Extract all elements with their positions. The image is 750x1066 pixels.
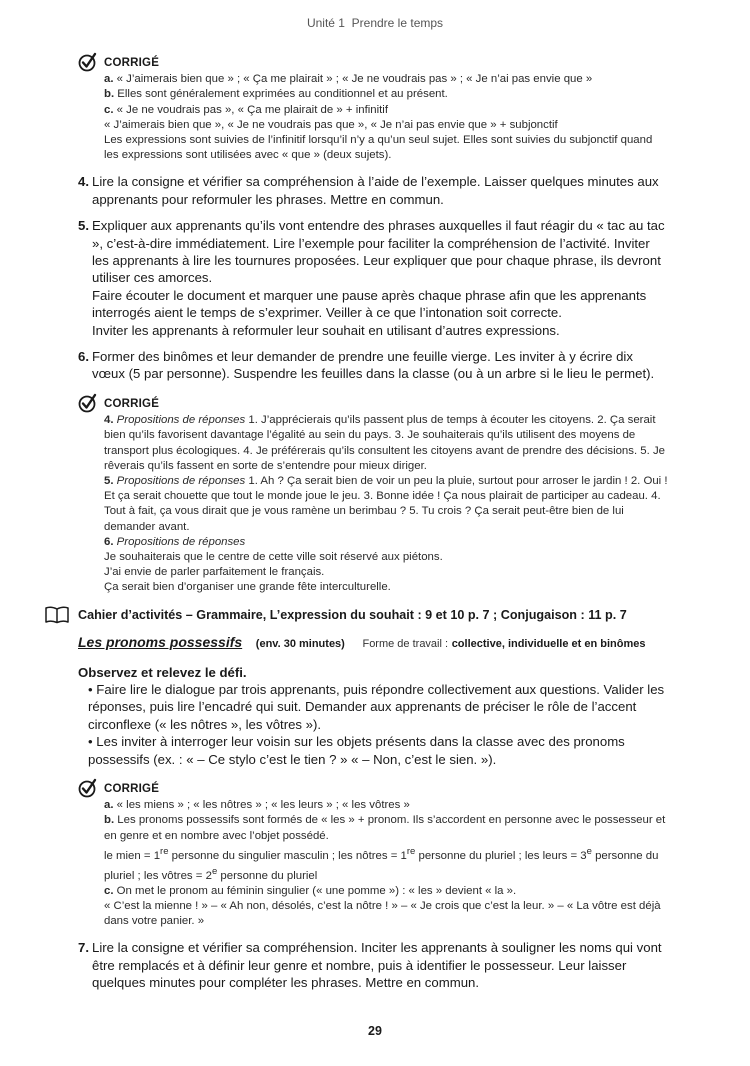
section-duration: (env. 30 minutes) [255, 637, 345, 650]
section-heading [78, 634, 668, 650]
content [78, 56, 668, 1001]
corrige-heading: CORRIGÉ [104, 782, 160, 795]
step-text: Inviter les apprenants à reformuler leur souhait en utilisant d’autres expressions. [92, 322, 560, 338]
step-text: Expliquer aux apprenants qu’ils vont entendre des phrases auxquelles il faut réagir du « tac au tac », c’est-à-dire immédiatement. Lire l’exemple pour faciliter la compréhension de l’activité. Inviter les apprenants à lire les tournures proposées. Leur expliquer que pour chaque phrase, ils devront utiliser ces amorces. [92, 218, 665, 286]
section-title: Les pronoms possessifs [78, 633, 243, 650]
corrige-item-b: b. Les pronoms possessifs sont formés de « les » + pronom. Ils s’accordent en personne avec le possesseur et en genre et en nombre avec l’objet possédé. [104, 814, 666, 842]
corrige-item-c: c. On met le pronom au féminin singulier (« une pomme ») : « les » devient « la ». [104, 884, 517, 897]
open-book-icon [44, 606, 70, 624]
observe-bullet: • Les inviter à interroger leur voisin sur les objets présents dans la classe avec des pronoms possessifs (ex. : « – Ce stylo c’est le tien ? » « – Non, c’est le sien. »). [88, 734, 625, 767]
corrige-answer-5: 5. Propositions de réponses 1. Ah ? Ça serait bien de voir un peu la pluie, surtout pour arroser le jardin ! 2. Oui ! Et ça serait chouette que tout le monde joue le jeu. 3. Bonne idée ! Ça nous plairait de participer au cadeau. 4. Tout à fait, ça vous dirait que je vous ramène un berimbau ? 5. Tu crois ? Ça serait peut-être bien de lui demander avant. [104, 474, 668, 533]
corrige-answer-6-line: J’ai envie de parler parfaitement le français. [104, 566, 325, 579]
step-text: Faire écouter le document et marquer une pause après chaque phrase afin que les apprenants interrogés aient le temps de s’exprimer. Veiller à ce que l’intonation soit correcte. [92, 287, 647, 321]
corrige-item-b: b. Elles sont généralement exprimées au conditionnel et au présent. [104, 88, 448, 101]
work-form-value: collective, individuelle et en binômes [451, 637, 646, 650]
corrige-answer-6: 6. Propositions de réponses [104, 535, 246, 548]
corrige-item-a: a. « les miens » ; « les nôtres » ; « les leurs » ; « les vôtres » [104, 799, 410, 812]
unit-label: Unité 1 [306, 16, 345, 30]
corrige-heading: CORRIGÉ [104, 57, 160, 69]
observe-block [78, 664, 668, 768]
corrige-item-a: a. « J’aimerais bien que » ; « Ça me plairait » ; « Je ne voudrais pas » ; « Je n’ai pas envie que » [104, 73, 593, 86]
corrige-block-2 [78, 397, 668, 596]
step-number: 5. [78, 218, 89, 234]
step-text: Lire la consigne et vérifier sa compréhension à l’aide de l’exemple. Laisser quelques minutes aux apprenants pour reformuler les phrases. Mettre en commun. [92, 174, 659, 207]
corrige-item-c-line3: Les expressions sont suivies de l’infinitif lorsqu’il n’y a qu’un seul sujet. Elles sont suivies du subjonctif quand les expressions sont utilisées avec « que » (deux sujets). [104, 134, 653, 162]
check-circle-icon [78, 393, 98, 413]
step-6 [78, 348, 668, 383]
step-number: 7. [78, 940, 89, 956]
step-7 [78, 939, 668, 991]
step-number: 6. [78, 349, 89, 365]
corrige-answer-6-line: Ça serait bien d’organiser une grande fête interculturelle. [104, 581, 391, 594]
corrige-item-c: c. « Je ne voudrais pas », « Ça me plairait de » + infinitif [104, 103, 388, 116]
cahier-reference [44, 606, 668, 624]
cahier-text: Cahier d’activités – Grammaire, L’expression du souhait : 9 et 10 p. 7 ; Conjugaison : 11 p. 7 [78, 607, 627, 622]
corrige-heading: CORRIGÉ [104, 397, 160, 410]
observe-bullet: • Faire lire le dialogue par trois apprenants, puis répondre collectivement aux questions. Valider les réponses, puis lire l’encadré qui suit. Demander aux apprenants de préciser le rôle de l’accent circonflexe (« les nôtres », les vôtres »). [88, 681, 665, 732]
unit-title: Prendre le temps [351, 16, 444, 30]
corrige-block-1 [78, 56, 668, 163]
running-head [0, 16, 750, 30]
corrige-item-b-line2: le mien = 1re personne du singulier masculin ; les nôtres = 1re personne du pluriel ; les leurs = $3^e$ personne du pluriel ; les vôtres = $2^e$ personne du pluriel [104, 845, 659, 882]
corrige-answer-6-line: Je souhaiterais que le centre de cette ville soit réservé aux piétons. [104, 550, 443, 563]
work-form-label: Forme de travail : [362, 637, 449, 650]
check-circle-icon [78, 778, 98, 798]
step-5 [78, 217, 668, 339]
step-text: Former des binômes et leur demander de prendre une feuille vierge. Les inviter à y écrire dix vœux (5 par personne). Suspendre les feuilles dans la classe (ou à un arbre si le lieu le permet). [92, 349, 655, 382]
observe-heading: Observez et relevez le défi. [78, 664, 247, 680]
corrige-block-3 [78, 782, 668, 929]
step-4 [78, 173, 668, 208]
corrige-item-c-line2: « C’est la mienne ! » – « Ah non, désolés, c’est la nôtre ! » – « Je crois que c’est la leur. » – « La vôtre est déjà dans votre panier. » [104, 899, 661, 928]
page-number: 29 [368, 1024, 382, 1038]
check-circle-icon [78, 52, 98, 72]
step-text: Lire la consigne et vérifier sa compréhension. Inciter les apprenants à souligner les noms qui vont être remplacés et à définir leur genre et nombre, puis à identifier le possesseur. Leur laisser quelques minutes pour compléter les phrases. Mettre en commun. [92, 940, 662, 991]
corrige-item-c-line2: « J’aimerais bien que », « Je ne voudrais pas que », « Je n’ai pas envie que » + subjonctif [104, 118, 558, 131]
corrige-answer-4: 4. Propositions de réponses 1. J’apprécierais qu’ils passent plus de temps à écouter les citoyens. 2. Ça serait bien qu’ils favorisent davantage l’égalité au sein du pays. 3. Je souhaiterais qu’ils utilisent des moyens de transport plus écologiques. 4. Je préférerais qu’ils consultent les citoyens avant de prendre des décisions. 5. Je rêverais qu’ils fassent en sorte de s’entendre pour mieux diriger. [104, 414, 665, 472]
step-number: 4. [78, 174, 89, 190]
